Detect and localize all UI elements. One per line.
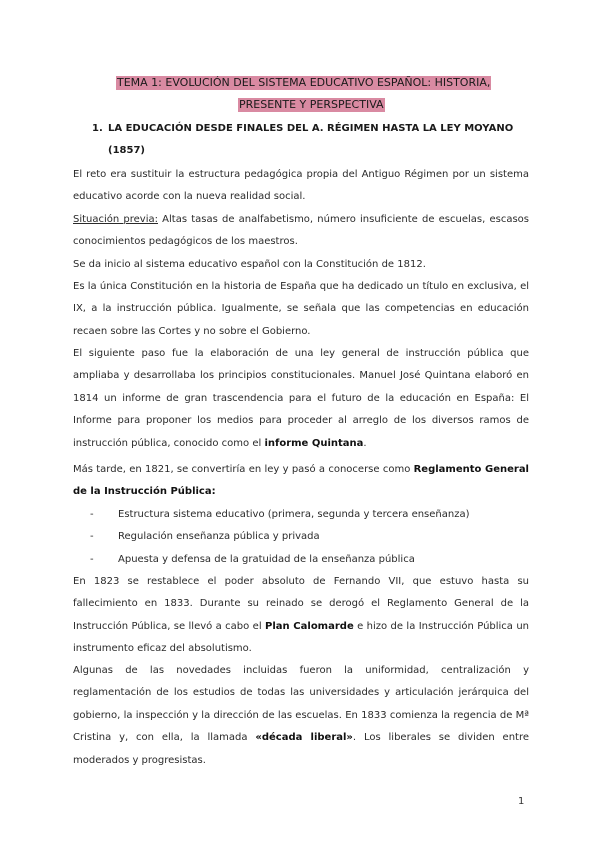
plan-calomarde: Plan Calomarde	[264, 620, 354, 632]
informe-quintana: informe Quintana	[264, 437, 364, 449]
list-item	[90, 526, 530, 548]
paragraph-3: Se da inicio al sistema educativo español con la Constitución de 1812.	[73, 259, 426, 270]
bullet-text: Estructura sistema educativo (primera, segunda y tercera enseñanza)	[118, 509, 470, 520]
list-item	[90, 504, 530, 526]
paragraph-8-text: Algunas de las novedades incluidas fueron la uniformidad, centralización y reglamentación de los estudios de todas las universidades y articulación jerárquica del gobierno, la inspección y la dirección de las escuelas. En 1833 comienza la regencia de Mª Cristina y, con ella, la llamada	[73, 665, 529, 744]
paragraph-6-text: Más tarde, en 1821, se convertiría en ley y pasó a conocerse como	[73, 464, 414, 475]
bullet-list	[90, 504, 530, 571]
paragraph-8	[73, 660, 529, 772]
paragraph-5-end: .	[363, 437, 367, 449]
bullet-text: Apuesta y defensa de la gratuidad de la enseñanza pública	[118, 553, 415, 565]
dash-marker: -	[90, 509, 94, 520]
section-heading-line-1: LA EDUCACIÓN DESDE FINALES DEL A. RÉGIMEN HASTA LA LEY MOYANO	[108, 123, 514, 134]
dash-marker: -	[90, 531, 94, 543]
paragraph-7	[73, 571, 529, 661]
list-item	[90, 549, 530, 571]
section-heading-line-2: (1857)	[108, 145, 145, 156]
title-line-2: PRESENTE Y PERSPECTIVA	[239, 98, 384, 111]
section-number: 1.	[92, 123, 103, 134]
dash-marker: -	[90, 553, 94, 565]
paragraph-6	[73, 459, 529, 504]
paragraph-2	[73, 209, 529, 254]
reglamento-general: Reglamento General de la Instrucción Pública:	[73, 464, 529, 498]
situacion-previa-text: Altas tasas de analfabetismo, número insuficiente de escuelas, escasos conocimientos pedagógicos de los maestros.	[73, 214, 529, 248]
paragraph-5-text: El siguiente paso fue la elaboración de una ley general de instrucción pública que ampliaba y desarrollaba los principios constitucionales. Manuel José Quintana elaboró en 1814 un informe de gran trascendencia para el futuro de la educación en España: El Informe para proponer los medios para proceder al arreglo de los diversos ramos de instrucción pública, conocido como el	[73, 348, 529, 449]
page-number: 1	[518, 796, 525, 807]
paragraph-7-end: e hizo de la Instrucción Pública un instrumento eficaz del absolutismo.	[73, 620, 529, 655]
section-heading	[92, 118, 532, 162]
situacion-previa-label: Situación previa:	[73, 214, 158, 225]
decada-liberal: «década liberal»	[255, 732, 353, 744]
paragraph-1: El reto era sustituir la estructura pedagógica propia del Antiguo Régimen por un sistema educativo acorde con la nueva realidad social.	[73, 169, 529, 203]
paragraph-8-end: . Los liberales se dividen entre moderados y progresistas.	[73, 732, 530, 766]
bullet-text: Regulación enseñanza pública y privada	[118, 531, 320, 543]
paragraph-7-text: En 1823 se restablece el poder absoluto de Fernando VII, que estuvo hasta su fallecimiento en 1833. Durante su reinado se derogó el Reglamento General de la Instrucción Pública, se llevó a cabo el	[73, 576, 529, 632]
title-line-1: TEMA 1: EVOLUCIÓN DEL SISTEMA EDUCATIVO ESPAÑOL: HISTORIA,	[117, 76, 491, 89]
paragraph-4: Es la única Constitución en la historia de España que ha dedicado un título en exclusiva, el IX, a la instrucción pública. Igualmente, se señala que las competencias en educación recaen sobre las Cortes y no sobre el Gobierno.	[73, 281, 529, 337]
paragraph-5	[73, 343, 529, 455]
